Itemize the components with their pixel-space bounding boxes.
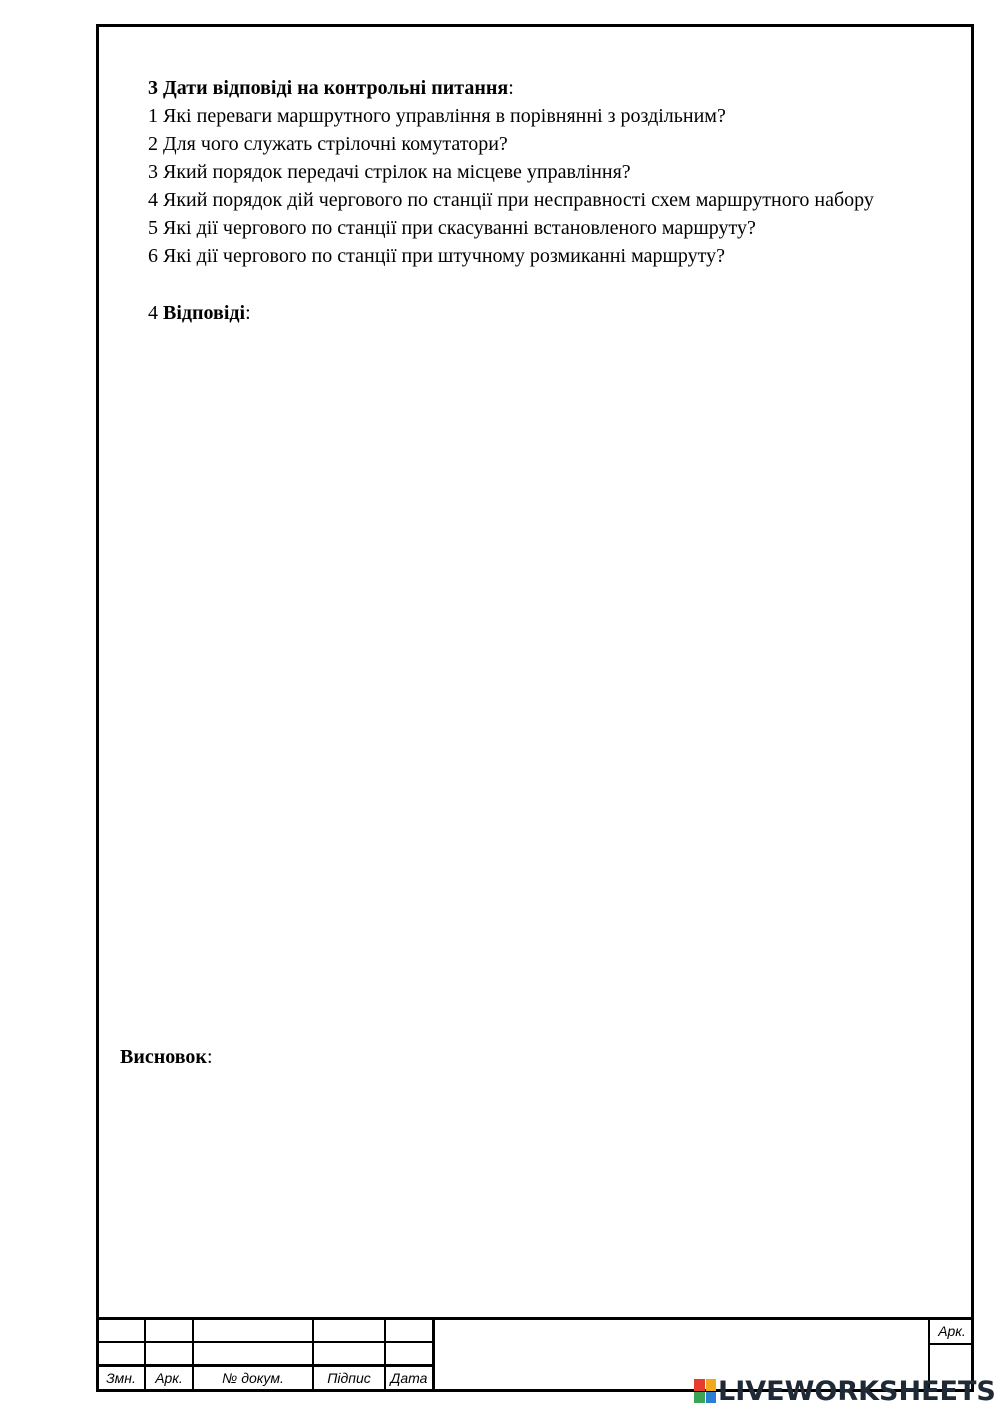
section-3-number: 3: [148, 77, 158, 99]
section-3-title: Дати відповіді на контрольні питання: [163, 77, 509, 99]
stamp-label-signature: Підпис: [327, 1370, 371, 1386]
conclusion-heading: [120, 1043, 213, 1071]
stamp-label-date: Дата: [390, 1370, 428, 1386]
question-1: 1 Які переваги маршрутного управління в порівнянні з роздільним?: [148, 105, 726, 127]
question-4: 4 Який порядок дій чергового по станції при несправності схем маршрутного набору: [148, 189, 874, 211]
questions-section: [148, 74, 1000, 270]
stamp-col-line-5: [432, 1317, 435, 1392]
badge-square-blue: [706, 1392, 717, 1404]
liveworksheets-wordmark: LIVEWORKSHEETS: [718, 1375, 996, 1407]
stamp-sheet-label: Арк.: [938, 1323, 966, 1339]
stamp-label-change: Змн.: [106, 1370, 136, 1386]
question-5: 5 Які дії чергового по станції при скасуванні встановленого маршруту?: [148, 217, 756, 239]
stamp-sheet-hline: [928, 1343, 974, 1345]
section-4-title: Відповіді: [163, 302, 246, 324]
stamp-label-sheet: Арк.: [155, 1370, 183, 1386]
conclusion-title: Висновок: [120, 1046, 207, 1068]
stamp-label-doc-number: № докум.: [222, 1370, 284, 1386]
liveworksheets-logo: [694, 1376, 996, 1406]
question-3: 3 Який порядок передачі стрілок на місцеве управління?: [148, 161, 631, 183]
question-2: 2 Для чого служать стрілочні комутатори?: [148, 133, 508, 155]
badge-square-red: [694, 1379, 705, 1391]
section-3-heading: [148, 74, 1000, 102]
stamp-top-line: [96, 1317, 974, 1320]
badge-square-orange: [706, 1379, 717, 1391]
question-6: 6 Які дії чергового по станції при штучному розмиканні маршруту?: [148, 245, 725, 267]
badge-square-green: [694, 1392, 705, 1404]
conclusion-colon: :: [206, 1046, 213, 1068]
section-4-number: 4: [148, 302, 158, 324]
section-3-colon: :: [508, 77, 514, 99]
answers-heading: [148, 299, 251, 327]
section-4-colon: :: [245, 302, 251, 324]
liveworksheets-badge-icon: [694, 1379, 716, 1403]
